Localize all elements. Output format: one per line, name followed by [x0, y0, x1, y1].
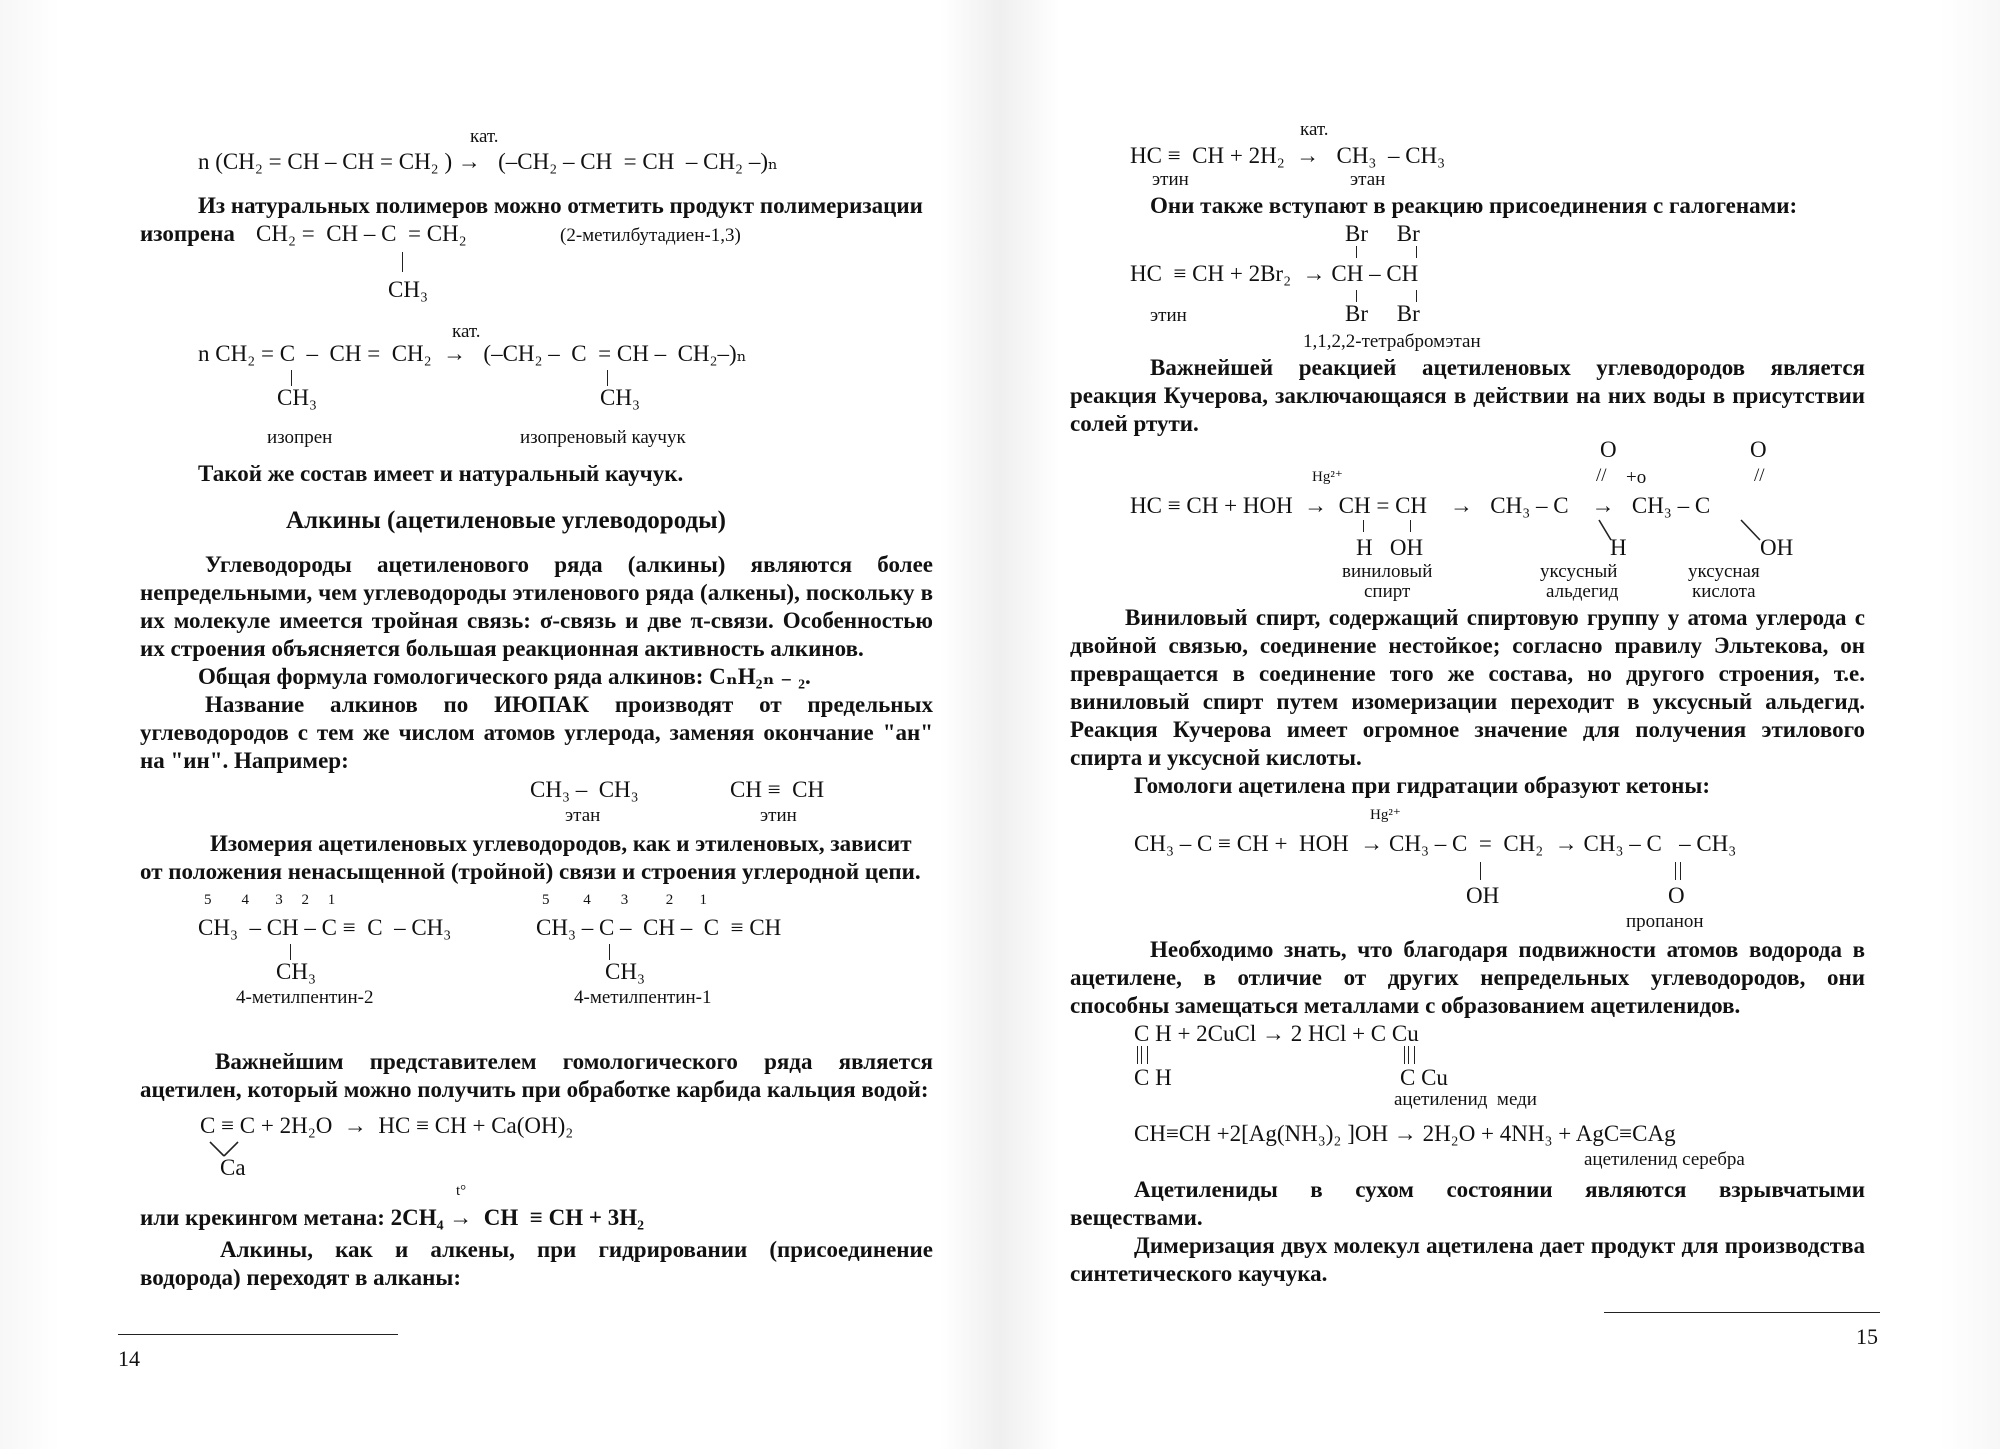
- ethane-formula: CH₃ – CH₃: [530, 777, 639, 802]
- paragraph-line: Гомологи ацетилена при гидратации образуют кетоны:: [1134, 773, 1710, 798]
- paragraph-line: углеводородов с тем же числом атомов углерода, заменяя окончание "ан": [140, 720, 933, 745]
- compound-name: 1,1,2,2-тетрабромэтан: [1303, 331, 1481, 352]
- footer-rule: [118, 1334, 398, 1335]
- paragraph-line: двойной связью, соединение нестойкое; согласно правилу Эльтекова, он: [1070, 633, 1865, 658]
- paragraph-line: Важнейшей реакцией ацетиленовых углеводородов является: [1150, 355, 1865, 380]
- reaction-ethyne-bromination: HC ≡ CH + 2Br₂ → CH – CH: [1130, 261, 1419, 286]
- isoprene-formula: CH₂ = CH – C = CH₂: [256, 221, 467, 246]
- methyl-group: CH₃: [388, 277, 428, 302]
- bond-line: [402, 252, 403, 272]
- double-bond-mark: //: [1754, 465, 1765, 486]
- triple-bond-mark: [1404, 1046, 1415, 1064]
- acetylene-bottom: C H: [1134, 1065, 1172, 1090]
- reaction-isoprene-polymerization: n CH₂ = C – CH = CH₂ → (–CH₂ – C = CH – CH₂–)ₙ: [198, 341, 747, 366]
- hydroxyl-group: OH: [1760, 535, 1794, 560]
- bond-line: [607, 370, 608, 386]
- carbon-numbering: 5 4 3 2 1: [204, 892, 336, 908]
- compound-name: кислота: [1692, 581, 1756, 602]
- paragraph-line: способны замещаться металлами с образованием ацетиленидов.: [1070, 993, 1741, 1018]
- paragraph-line: веществами.: [1070, 1205, 1203, 1230]
- reaction-butadiene-polymerization: n (CH₂ = CH – CH = CH₂ ) → (–CH₂ – CH = CH – CH₂ –)ₙ: [198, 149, 778, 174]
- compound-name: этин: [1150, 305, 1187, 326]
- paragraph-line: Из натуральных полимеров можно отметить продукт полимеризации: [198, 193, 923, 218]
- catalyst-label: кат.: [470, 126, 499, 147]
- reaction-calcium-carbide: C ≡ C + 2H₂O → HC ≡ CH + Ca(OH)₂: [200, 1113, 574, 1138]
- paragraph-line: Реакция Кучерова имеет огромное значение для получения этилового: [1070, 717, 1865, 742]
- reaction-silver-acetylide: CH≡CH +2[Ag(NH₃)₂ ]OH → 2H₂O + 4NH₃ + AgC≡CAg: [1134, 1121, 1676, 1146]
- compound-name: альдегид: [1546, 581, 1619, 602]
- bond-line: [1410, 520, 1411, 532]
- paragraph-line: реакция Кучерова, заключающаяся в действии на них воды в присутствии: [1070, 383, 1865, 408]
- paragraph-line: Виниловый спирт, содержащий спиртовую группу у атома углерода с: [1125, 605, 1865, 630]
- bond-line: [1480, 862, 1481, 880]
- compound-name: уксусная: [1688, 561, 1760, 582]
- paragraph-line: виниловый спирт путем изомеризации переходит в уксусный альдегид.: [1070, 689, 1865, 714]
- compound-name: ацетиленид серебра: [1584, 1149, 1745, 1170]
- isomer-formula-pentyne-1: CH₃ – C – CH – C ≡ CH: [536, 915, 782, 940]
- bond-line: [290, 944, 291, 960]
- reaction-kucherov: HC ≡ CH + HOH → CH = CH → CH₃ – C → CH₃ – C: [1130, 493, 1711, 518]
- paragraph-line: Димеризация двух молекул ацетилена дает продукт для производства: [1134, 1233, 1865, 1258]
- oxygen-atom: O: [1750, 437, 1767, 462]
- hydroxyl-group: OH: [1466, 883, 1500, 908]
- paragraph-line: Название алкинов по ИЮПАК производят от предельных: [205, 692, 933, 717]
- paragraph-line: ацетилене, в отличие от других непредельных углеводородов, они: [1070, 965, 1865, 990]
- bromine-atoms-top: Br Br: [1345, 221, 1420, 246]
- compound-name: изопрен: [267, 427, 333, 448]
- mercury-catalyst-label: Hg²⁺: [1370, 807, 1401, 823]
- bond-line: [1680, 862, 1681, 880]
- compound-name: виниловый: [1342, 561, 1433, 582]
- paragraph-line: Углеводороды ацетиленового ряда (алкины) являются более: [205, 552, 933, 577]
- isoprene-iupac-name: (2-метилбутадиен-1,3): [560, 225, 741, 246]
- paragraph-line: Необходимо знать, что благодаря подвижности атомов водорода в: [1150, 937, 1865, 962]
- methyl-group: CH₃: [605, 959, 645, 984]
- compound-name: этан: [565, 805, 601, 826]
- oxygen-atom: O: [1600, 437, 1617, 462]
- paragraph-line: Ацетилениды в сухом состоянии являются взрывчатыми: [1134, 1177, 1865, 1202]
- triple-bond-mark: [1408, 1046, 1409, 1064]
- compound-name: 4-метилпентин-1: [574, 987, 712, 1008]
- footer-rule: [1604, 1312, 1880, 1313]
- paragraph-line: Алкины, как и алкены, при гидрировании (присоединение: [220, 1237, 933, 1262]
- reaction-copper-acetylide: C H + 2CuCl → 2 HCl + C Cu: [1134, 1021, 1419, 1046]
- temperature-label: t°: [456, 1183, 467, 1199]
- oxygen-atom: O: [1668, 883, 1685, 908]
- reaction-ethyne-hydrogenation: HC ≡ CH + 2H₂ → CH₃ – CH₃: [1130, 143, 1446, 168]
- compound-name: пропанон: [1626, 911, 1704, 932]
- paragraph-line: спирта и уксусной кислоты.: [1070, 745, 1362, 770]
- paragraph-line: на "ин". Например:: [140, 748, 349, 773]
- mercury-catalyst-label: Hg²⁺: [1312, 469, 1343, 485]
- compound-name: 4-метилпентин-2: [236, 987, 374, 1008]
- bromine-atoms-bottom: Br Br: [1345, 301, 1420, 326]
- bond-line: [291, 370, 292, 386]
- paragraph-line: превращается в соединение того же состава, но другого строения, т.е.: [1070, 661, 1865, 686]
- paragraph-line: ацетилен, который можно получить при обработке карбида кальция водой:: [140, 1077, 929, 1102]
- triple-bond-mark: [1137, 1046, 1148, 1064]
- compound-name: изопреновый каучук: [520, 427, 686, 448]
- hydrogen-atom: H: [1610, 535, 1627, 560]
- paragraph-line: их строения объясняется большая реакционная активность алкинов.: [140, 636, 864, 661]
- general-formula-line: Общая формула гомологического ряда алкинов: CₙH₂ₙ ₋ ₂.: [198, 664, 811, 689]
- compound-name: этин: [760, 805, 797, 826]
- paragraph-line: Важнейшим представителем гомологического ряда является: [215, 1049, 933, 1074]
- paragraph-line: солей ртути.: [1070, 411, 1199, 436]
- vinyl-substituents: H OH: [1356, 535, 1424, 560]
- compound-name: спирт: [1364, 581, 1411, 602]
- section-heading: Алкины (ацетиленовые углеводороды): [286, 507, 726, 534]
- compound-name: уксусный: [1540, 561, 1618, 582]
- catalyst-label: кат.: [1300, 119, 1329, 140]
- carbon-numbering: 5 4 3 2 1: [542, 892, 707, 908]
- bond-line: [609, 944, 610, 960]
- calcium-atom: Ca: [220, 1155, 246, 1180]
- page-number: 15: [1856, 1324, 1878, 1349]
- bond-line: [1675, 862, 1676, 880]
- isomer-formula-pentyne-2: CH₃ – CH – C ≡ C – CH₃: [198, 915, 452, 940]
- page-number: 14: [118, 1346, 140, 1371]
- paragraph-line: от положения ненасыщенной (тройной) связи и строения углеродной цепи.: [140, 859, 921, 884]
- paragraph-line: непредельными, чем углеводороды этиленового ряда (алкены), поскольку в: [140, 580, 933, 605]
- reaction-methane-cracking: или крекингом метана: 2CH₄ → CH ≡ CH + 3H₂: [140, 1205, 645, 1230]
- paragraph-line: синтетического каучука.: [1070, 1261, 1328, 1286]
- paragraph-line: водорода) переходят в алканы:: [140, 1265, 462, 1290]
- catalyst-label: кат.: [452, 321, 481, 342]
- oxidation-label: +o: [1626, 467, 1647, 488]
- double-bond-mark: //: [1596, 465, 1607, 486]
- bond-line: [1416, 246, 1417, 258]
- compound-name: этин: [1152, 169, 1189, 190]
- paragraph-line: Изомерия ацетиленовых углеводородов, как и этиленовых, зависит: [210, 831, 912, 856]
- compound-name: этан: [1350, 169, 1386, 190]
- paragraph-line: Они также вступают в реакцию присоединения с галогенами:: [1150, 193, 1798, 218]
- bond-line: [1356, 246, 1357, 258]
- reaction-propyne-hydration: CH₃ – C ≡ CH + HOH → CH₃ – C = CH₂ → CH₃ – C – CH₃: [1134, 831, 1737, 856]
- triple-bond-mark: [1141, 1046, 1142, 1064]
- ethyne-formula: CH ≡ CH: [730, 777, 825, 802]
- paragraph-line: их молекуле имеется тройная связь: σ-связь и две π-связи. Особенностью: [140, 608, 933, 633]
- methyl-group: CH₃: [277, 385, 317, 410]
- bond-line: [1363, 520, 1364, 532]
- methyl-group: CH₃: [600, 385, 640, 410]
- methyl-group: CH₃: [276, 959, 316, 984]
- copper-acetylide-bottom: C Cu: [1400, 1065, 1448, 1090]
- compound-name: ацетиленид меди: [1394, 1089, 1537, 1110]
- paragraph-line: изопрена: [140, 221, 235, 246]
- paragraph-line: Такой же состав имеет и натуральный каучук.: [198, 461, 684, 486]
